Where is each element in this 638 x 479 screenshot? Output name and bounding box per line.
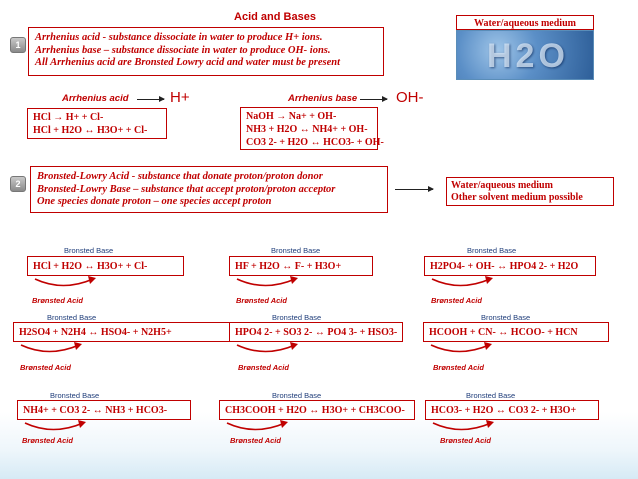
- reaction-equation: H2PO4- + OH- ↔ HPO4 2- + H2O: [424, 256, 596, 276]
- bronsted-medium-box: [446, 177, 614, 206]
- arrhenius-base-equations: [240, 107, 384, 150]
- arrhenius-acid-label: Arrhenius acid: [62, 93, 129, 104]
- reaction-equation: HCOOH + CN- ↔ HCOO- + HCN: [423, 322, 609, 342]
- arrhenius-base-label: Arrhenius base: [288, 93, 358, 104]
- bronsted-medium-line-2: Other solvent medium possible: [451, 192, 583, 203]
- proton-transfer-arrow-icon: [23, 420, 93, 436]
- section-2-badge: 2: [10, 176, 26, 192]
- bronsted-acid-label: Brønsted Acid: [230, 436, 281, 445]
- section-1-badge: 1: [10, 37, 26, 53]
- reaction-equation: HF + H2O ↔ F- + H3O+: [229, 256, 373, 276]
- base-equation-2: NH3 + H2O ↔ NH4+ + OH-: [246, 124, 368, 135]
- proton-transfer-arrow-icon: [225, 420, 295, 436]
- reaction-equation: H2SO4 + N2H4 ↔ HSO4- + N2H5+: [13, 322, 235, 342]
- reaction-equation: HCl + H2O ↔ H3O+ + Cl-: [27, 256, 184, 276]
- reaction-equation: CH3COOH + H2O ↔ H3O+ + CH3COO-: [219, 400, 415, 420]
- base-arrow-icon: [360, 99, 387, 100]
- base-equation-1: NaOH → Na+ + OH-: [246, 111, 337, 122]
- proton-transfer-arrow-icon: [33, 276, 103, 292]
- bronsted-base-label: Bronsted Base: [467, 246, 517, 255]
- acid-equation-2: HCl + H2O ↔ H3O+ + Cl-: [33, 125, 148, 136]
- acid-arrow-icon: [137, 99, 164, 100]
- bronsted-base-label: Bronsted Base: [47, 313, 97, 322]
- water-droplets-image: [456, 30, 594, 80]
- h2o-watermark: H2O: [487, 37, 569, 75]
- bronsted-acid-label: Brønsted Acid: [433, 363, 484, 372]
- bronsted-medium-line-1: Water/aqueous medium: [451, 180, 553, 191]
- arrhenius-acid-definition: Arrhenius acid - substance dissociate in water to produce H+ ions.: [35, 32, 323, 43]
- bronsted-acid-label: Brønsted Acid: [440, 436, 491, 445]
- bronsted-acid-definition: Bronsted-Lowry Acid - substance that donate proton/proton donor: [37, 171, 323, 182]
- page-title: Acid and Bases: [234, 11, 316, 23]
- bronsted-base-label: Bronsted Base: [466, 391, 516, 400]
- bronsted-acid-label: Brønsted Acid: [238, 363, 289, 372]
- bronsted-base-label: Bronsted Base: [50, 391, 100, 400]
- proton-transfer-arrow-icon: [430, 276, 500, 292]
- bronsted-base-definition: Bronsted-Lowry Base – substance that accept proton/proton acceptor: [37, 183, 336, 195]
- base-equation-3: CO3 2- + H2O ↔ HCO3- + OH-: [246, 137, 384, 148]
- bronsted-note: One species donate proton – one species accept proton: [37, 196, 272, 208]
- bronsted-base-label: Bronsted Base: [481, 313, 531, 322]
- arrhenius-acid-equations: [27, 108, 167, 139]
- proton-transfer-arrow-icon: [19, 342, 89, 358]
- bronsted-base-label: Bronsted Base: [272, 313, 322, 322]
- proton-transfer-arrow-icon: [429, 342, 499, 358]
- bronsted-acid-label: Brønsted Acid: [20, 363, 71, 372]
- water-medium-label: Water/aqueous medium: [456, 15, 594, 30]
- bronsted-acid-label: Brønsted Acid: [32, 296, 83, 305]
- proton-transfer-arrow-icon: [235, 276, 305, 292]
- proton-transfer-arrow-icon: [431, 420, 501, 436]
- hydroxide-ion-label: OH-: [396, 89, 424, 106]
- arrhenius-base-definition: Arrhenius base – substance dissociate in water to produce OH- ions.: [35, 44, 331, 56]
- proton-transfer-arrow-icon: [235, 342, 305, 358]
- arrhenius-note: All Arrhenius acid are Bronsted Lowry acid and water must be present: [35, 57, 341, 69]
- bronsted-base-label: Bronsted Base: [272, 391, 322, 400]
- bronsted-base-label: Bronsted Base: [64, 246, 114, 255]
- hydrogen-ion-label: H+: [170, 89, 190, 106]
- bronsted-base-label: Bronsted Base: [271, 246, 321, 255]
- reaction-equation: HPO4 2- + SO3 2- ↔ PO4 3- + HSO3-: [229, 322, 403, 342]
- bronsted-definition-box: [30, 166, 388, 213]
- medium-arrow-icon: [395, 189, 433, 190]
- arrhenius-definition-box: [28, 27, 384, 76]
- reaction-equation: NH4+ + CO3 2- ↔ NH3 + HCO3-: [17, 400, 191, 420]
- bronsted-acid-label: Brønsted Acid: [431, 296, 482, 305]
- bronsted-acid-label: Brønsted Acid: [236, 296, 287, 305]
- acid-equation-1: HCl → H+ + Cl-: [33, 112, 104, 123]
- bronsted-acid-label: Brønsted Acid: [22, 436, 73, 445]
- reaction-equation: HCO3- + H2O ↔ CO3 2- + H3O+: [425, 400, 599, 420]
